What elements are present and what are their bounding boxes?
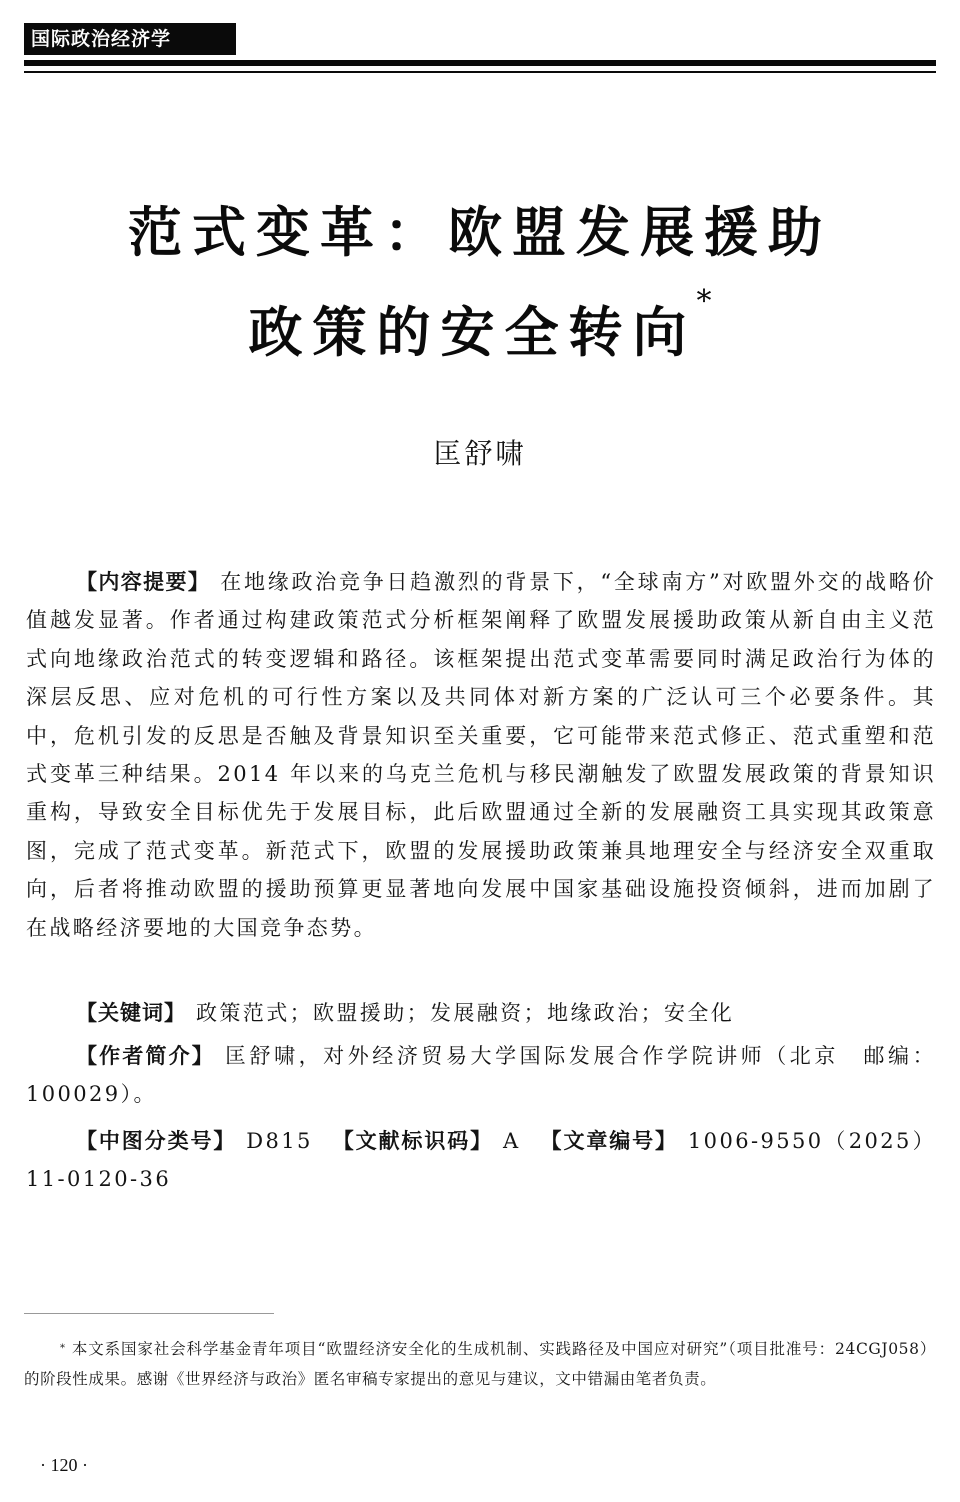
- author-bio-text: 匡舒啸，对外经济贸易大学国际发展合作学院讲师（北京 邮编：100029）。: [26, 1044, 936, 1107]
- doc-code-label: 【文献标识码】: [332, 1129, 494, 1153]
- author-bio: [26, 1037, 936, 1114]
- footnote-mark: *: [60, 1343, 66, 1354]
- keywords-label: 【关键词】: [76, 1001, 186, 1025]
- header-rule-thin: [24, 71, 936, 73]
- title-text-1: 范式变革：欧盟发展援助: [128, 200, 832, 264]
- abstract-label: 【内容提要】: [76, 570, 211, 594]
- article-title-line1: [0, 190, 960, 267]
- header-rule-thick: [24, 60, 936, 66]
- footnote-divider: [24, 1313, 274, 1314]
- article-no-label: 【文章编号】: [540, 1129, 678, 1153]
- page-number: · 120 ·: [40, 1455, 88, 1475]
- abstract-text: 在地缘政治竞争日趋激烈的背景下，“全球南方”对欧盟外交的战略价值越发显著。作者通过构建政策范式分析框架阐释了欧盟发展援助政策从新自由主义范式向地缘政治范式的转变逻辑和路径。该框架提出范式变革需要同时满足政治行为体的深层反思、应对危机的可行性方案以及共同体对新方案的广泛认可三个必要条件。其中，危机引发的反思是否触及背景知识至关重要，它可能带来范式修正、范式重塑和范式变革三种结果。2014 年以来的乌克兰危机与移民潮触发了欧盟发展政策的背景知识重构，导致安全目标优先于发展目标，此后欧盟通过全新的发展融资工具实现其政策意图，完成了范式变革。新范式下，欧盟的发展援助政策兼具地理安全与经济安全双重取向，后者将推动欧盟的援助预算更显著地向发展中国家基础设施投资倾斜，进而加剧了在战略经济要地的大国竞争态势。: [26, 570, 936, 940]
- clc-value: D815: [246, 1129, 313, 1153]
- clc-label: 【中图分类号】: [76, 1129, 237, 1153]
- keywords: [26, 994, 936, 1032]
- article-no-value: 1006-9550（2025）11-0120-36: [26, 1129, 937, 1192]
- article-title-line2: [0, 284, 960, 367]
- section-tag: 国际政治经济学: [24, 23, 236, 55]
- title-text-2: 政策的安全转向: [248, 300, 697, 364]
- footnote: [24, 1334, 936, 1394]
- title-footnote-mark[interactable]: *: [696, 284, 712, 319]
- author-bio-label: 【作者简介】: [76, 1044, 215, 1068]
- classification: [26, 1122, 936, 1199]
- doc-code-value: A: [503, 1129, 521, 1153]
- abstract: [26, 563, 936, 947]
- author-name: 匡舒啸: [433, 437, 527, 470]
- keywords-text: 政策范式；欧盟援助；发展融资；地缘政治；安全化: [196, 1001, 735, 1025]
- footnote-text: 本文系国家社会科学基金青年项目“欧盟经济安全化的生成机制、实践路径及中国应对研究”（项目批准号：24CGJ058）的阶段性成果。感谢《世界经济与政治》匿名审稿专家提出的意见与建议，文中错漏由笔者负责。: [24, 1340, 936, 1388]
